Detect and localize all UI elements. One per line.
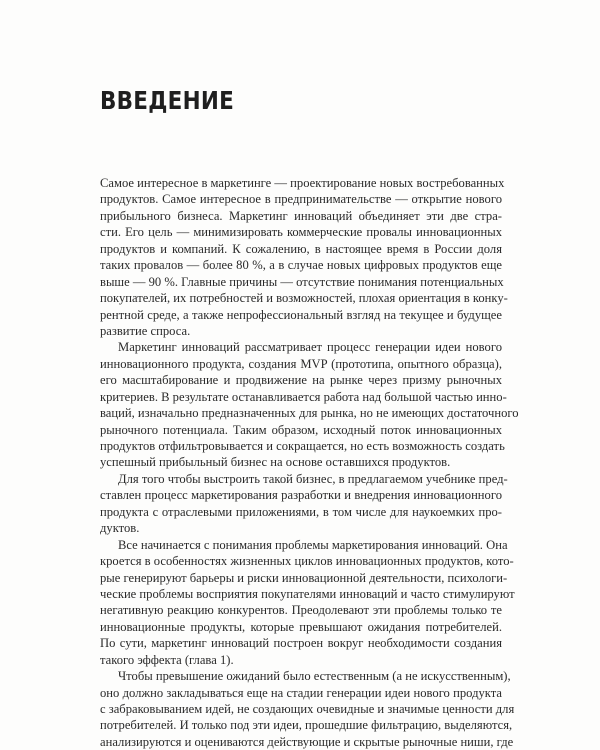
paragraph xyxy=(100,175,508,339)
text-line: продуктов и компаний. К сожалению, в настоящее время в России доля xyxy=(100,241,502,256)
text-line: Для того чтобы выстроить такой бизнес, в предлагаемом учебнике пред- xyxy=(118,471,508,486)
text-line: ставлен процесс маркетирования разработки и внедрения инновационного xyxy=(100,488,502,503)
text-line: критериев. В результате останавливается работа над большой частью инно- xyxy=(100,389,507,404)
text-line: развитие спроса. xyxy=(100,323,191,338)
paragraph xyxy=(100,339,519,471)
text-line: По сути, маркетинг инноваций построен вокруг необходимости создания xyxy=(100,636,502,651)
text-line: таких провалов — более 80 %, а в случае новых цифровых продуктов еще xyxy=(100,258,502,273)
text-line: сти. Его цель — минимизировать коммерческие провалы инновационных xyxy=(100,225,502,240)
text-line: ваций, изначально предназначенных для рынка, но не имеющих достаточного xyxy=(100,406,519,421)
text-line: инновационные продукты, которые превышают ожидания потребителей. xyxy=(100,619,502,634)
chapter-heading: ВВЕДЕНИЕ xyxy=(100,86,235,115)
text-line: его масштабирование и продвижение на рынке через призму рыночных xyxy=(100,373,502,388)
text-line: покупателей, их потребностей и возможностей, плохая ориентация в конку- xyxy=(100,291,508,306)
text-line: выше — 90 %. Главные причины — отсутствие понимания потенциальных xyxy=(100,274,504,289)
text-line: продукта с отраслевыми приложениями, в том числе для наукоемких про- xyxy=(100,504,502,519)
text-line: Маркетинг инноваций рассматривает процесс генерации идеи нового xyxy=(118,340,502,355)
text-line: рыночного потенциала. Таким образом, исходный поток инновационных xyxy=(100,422,502,437)
text-line: инновационного продукта, создания MVP (прототипа, опытного образца), xyxy=(100,356,502,371)
paragraph xyxy=(100,537,515,669)
text-line: прибыльного бизнеса. Маркетинг инноваций объединяет эти две стра- xyxy=(100,208,502,223)
text-line: негативную реакцию конкурентов. Преодолевают эти проблемы только те xyxy=(100,603,502,618)
text-line: кроется в особенностях жизненных циклов инновационных продуктов, кото- xyxy=(100,554,514,569)
text-line: продуктов отфильтровывается и сокращается, но есть возможность создать xyxy=(100,439,505,453)
paragraph xyxy=(100,471,508,537)
text-line: рентной среде, а также непрофессиональный взгляд на текущее и будущее xyxy=(100,307,502,322)
text-line: рые генерируют барьеры и риски инновационной деятельности, психологи- xyxy=(100,570,508,585)
text-line: дуктов. xyxy=(100,521,140,536)
text-line: успешный прибыльный бизнес на основе оставшихся продуктов. xyxy=(100,455,451,470)
text-line: с забраковыванием идей, не создающих очевидные и значимые ценности для xyxy=(100,702,515,716)
text-line: продуктов. Самое интересное в предпринимательстве — открытие нового xyxy=(100,192,502,207)
body-text xyxy=(100,175,519,750)
text-line: анализируются и оцениваются действующие и скрытые рыночные ниши, где xyxy=(100,734,514,749)
text-line: Чтобы превышение ожиданий было естественным (а не искусственным), xyxy=(118,669,511,684)
paragraph xyxy=(100,668,515,750)
text-line: Самое интересное в маркетинге — проектирование новых востребованных xyxy=(100,176,505,190)
text-line: потребителей. И только под эти идеи, прошедшие фильтрацию, выделяются, xyxy=(100,718,513,733)
text-line: Все начинается с понимания проблемы маркетирования инноваций. Она xyxy=(118,537,508,552)
text-line: ческие проблемы восприятия покупателями инноваций и часто стимулируют xyxy=(100,586,515,601)
text-line: такого эффекта (глава 1). xyxy=(100,652,234,667)
text-line: оно должно закладываться еще на стадии генерации идеи нового продукта xyxy=(100,685,502,700)
